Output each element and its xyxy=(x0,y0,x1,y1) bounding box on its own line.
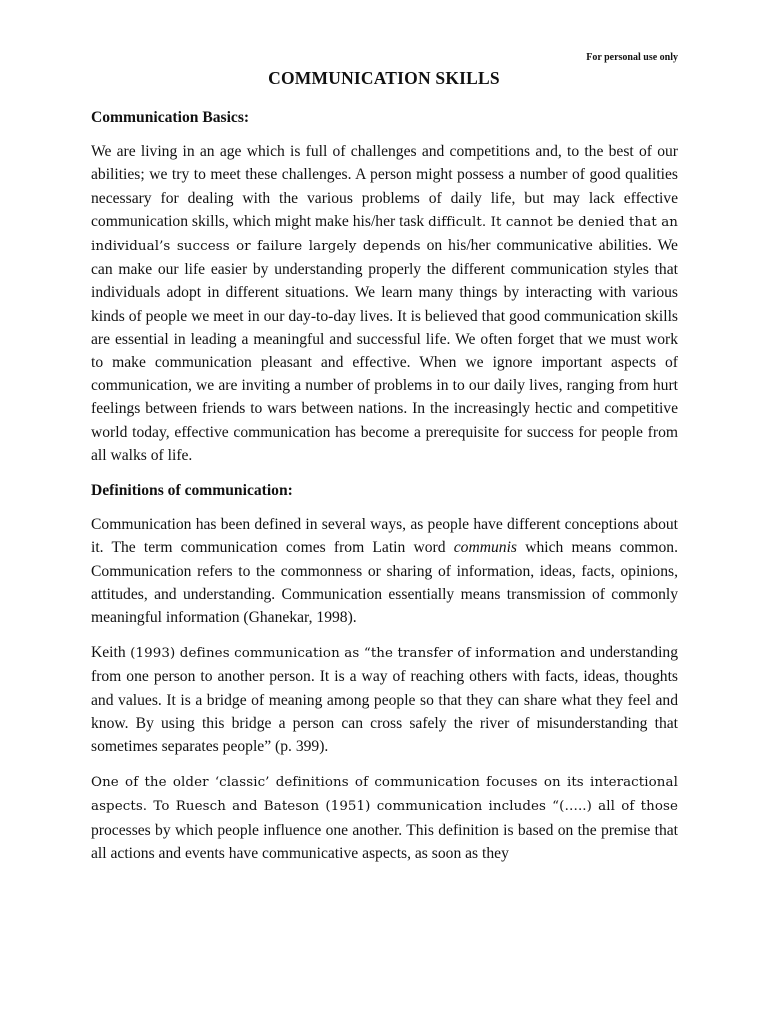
paragraph-definition-3-rest: processes by which people influence one another. This definition is based on the premise that all actions and events have communicative aspects, as soon as they xyxy=(91,821,678,862)
paragraph-definition-3-alt: One of the older ‘classic’ definitions of communication focuses on its interactional aspects. To Ruesch and Bateson (1951) communication includes “(…..) all of those xyxy=(91,775,678,815)
paragraph-basics-part-b: difficult. It cannot be denied that an individual’s success or failure largely depends xyxy=(91,214,679,255)
latin-term: communis xyxy=(453,539,517,557)
paragraph-basics-part-a: We are living in an age which is full of challenges and competitions and, to the best of our abilities; we try to meet these challenges. A person might possess a number of good qualities necessary for dealing with the various problems of daily life, but may lack effective communication skills, which might make his/her task xyxy=(91,143,678,230)
section-heading-definitions: Definitions of communication: xyxy=(91,482,293,500)
paragraph-definition-2-end: ” (p. 399). xyxy=(264,738,329,756)
paragraph-definition-1 xyxy=(91,513,678,629)
paragraph-definition-1-before: Communication has been defined in several ways, as people have different conceptions about it. The term communication comes from Latin word xyxy=(91,516,678,557)
paragraph-definition-2-rest: understanding from one person to another person. It is a way of reaching others with facts, ideas, thoughts and values. It is a bridge of meaning among people so that they can share what they feel and know. By using this bridge a person can cross safely the river of misunderstanding that sometimes separates people xyxy=(91,644,678,756)
section-heading-basics: Communication Basics: xyxy=(91,109,250,126)
paragraph-definition-2 xyxy=(91,641,678,758)
paragraph-definition-1-after: which means common. Communication refers to the commonness or sharing of information, ideas, facts, opinions, attitudes, and understanding. Communication essentially means transmission of commonly meaningful information (Ghanekar, 1998). xyxy=(91,539,678,627)
paragraph-basics-part-c: on his/her communicative abilities. We can make our life easier by understanding properly the different communication styles that individuals adopt in different situations. We learn many things by interacting with various kinds of people we meet in our day-to-day lives. It is believed that good communication skills are essential in leading a meaningful and successful life. We often forget that we must work to make communication pleasant and effective. When we ignore important aspects of communication, we are inviting a number of problems in to our daily lives, ranging from hurt feelings between friends to wars between nations. In the increasingly hectic and competitive world today, effective communication has become a prerequisite for success for people from all walks of life. xyxy=(91,237,678,464)
page-title: COMMUNICATION SKILLS xyxy=(268,68,500,88)
paragraph-definition-2-alt: (1993) defines communication as “the transfer of information and xyxy=(125,646,586,662)
document-body xyxy=(91,106,678,877)
usage-note: For personal use only xyxy=(586,52,678,63)
paragraph-definition-2-start: Keith xyxy=(91,644,126,662)
paragraph-basics xyxy=(91,140,678,467)
paragraph-definition-3 xyxy=(91,770,678,865)
